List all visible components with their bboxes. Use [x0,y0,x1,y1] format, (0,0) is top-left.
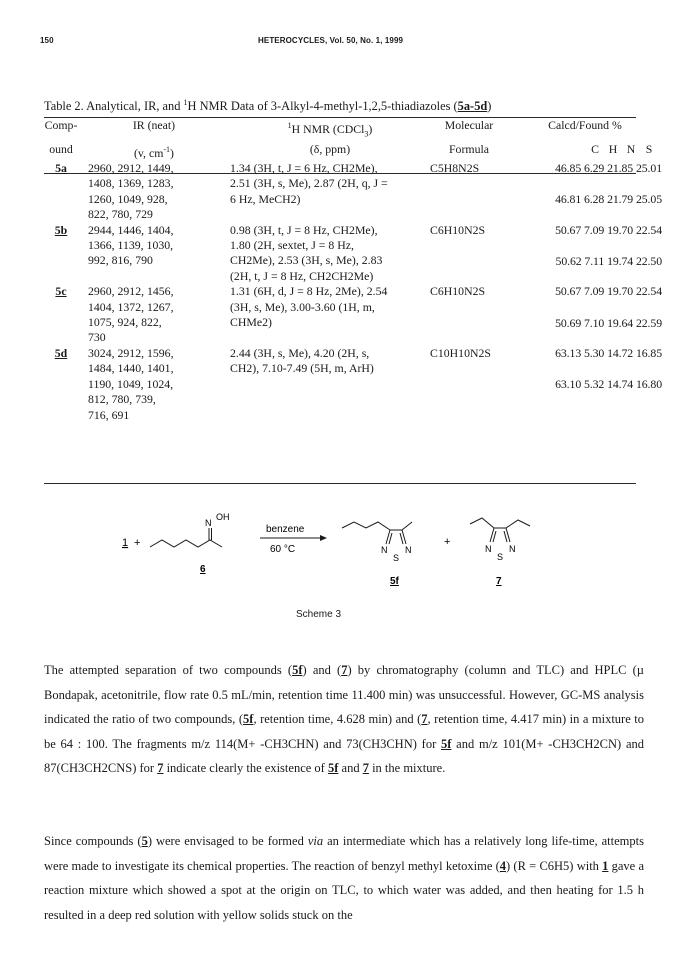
ring-sulfur: S [497,552,504,562]
ir-data: 2960, 2912, 1449, 1408, 1369, 1283, 1260, 1049, 928, 822, 780, 729 [88,161,174,222]
oxime-structure [150,528,222,547]
thiadiazole-5f-structure [342,522,412,544]
journal-header: HETEROCYCLES, Vol. 50, No. 1, 1999 [258,36,404,45]
ir-data: 2960, 2912, 1456, 1404, 1372, 1267, 1075, 924, 822, 730 [88,284,174,345]
found-values: 50.69 7.10 19.64 22.59 [555,315,662,330]
col-header-calcd-found: Calcd/Found % [548,118,622,132]
molecular-formula: C6H10N2S [430,222,486,237]
col-header-formula-2: Formula [449,141,489,156]
calcd-values: 46.85 6.29 21.85 25.01 [555,161,662,176]
caption-mid: H NMR Data of 3-Alkyl-4-methyl-1,2,5-thiadiazoles ( [187,99,458,114]
calcd-values: 63.13 5.30 14.72 16.85 [555,345,662,360]
ring-nitrogen: N [485,544,492,554]
ring-nitrogen: N [405,545,412,555]
col-header-elements: C H N S [591,141,653,156]
found-values: 46.81 6.28 21.79 25.05 [555,192,662,207]
nmr-data: 0.98 (3H, t, J = 8 Hz, CH2Me), 1.80 (2H, sextet, J = 8 Hz, CH2Me), 2.53 (3H, s, Me), 2.83 (2H, t, J = 8 Hz, CH2CH2Me) [230,222,383,283]
arrowhead-icon [320,535,327,541]
scheme-caption: Scheme 3 [296,609,342,620]
compound-6-label: 6 [200,564,206,575]
col-header-ir-units: (v, $cm^{-1}$) [134,144,174,160]
caption-compound: 5d [474,99,488,114]
paragraph: The attempted separation of two compounds (5f) and (7) by chromatography (column and TLC) and HPLC (µ Bondapak, acetonitrile, flow rate 0.5 mL/min, retention time 11.400 min) was unsuccessful. However, GC-MS analysis indicated the ratio of two compounds, (5f, retention time, 4.628 min) and (7, retention time, 4.417 min) in a mixture to be 64 : 100. The fragments m/z 114(M+ -CH3CHN) and 73(CH3CHN) for 5f and m/z 101(M+ -CH3CH2CN) and 87(CH3CH2CNS) for 7 indicate clearly the existence of 5f and 7 in the mixture. [44,663,644,775]
col-header-nmr-units: (δ, ppm) [309,141,351,156]
compound-id: 5a [55,161,67,176]
caption-prefix: Table 2. Analytical, IR, and [44,99,184,114]
calcd-found [508,223,662,285]
col-header-compound-2: ound [49,141,73,156]
calcd-values: 50.67 7.09 19.70 22.54 [555,222,662,237]
ring-sulfur: S [393,553,400,563]
caption-compound: 5a [457,99,471,114]
compound-5f-label: 5f [390,576,399,587]
compound-id: 5c [55,284,67,299]
nmr-data: 1.31 (6H, d, J = 8 Hz, 2Me), 2.54 (3H, s, Me), 3.00-3.60 (1H, m, CHMe2) [230,284,388,330]
molecular-formula: C10H10N2S [430,345,491,360]
compound-id: 5d [54,345,68,360]
reactant-1-label: 1 [122,537,129,549]
compound-7-label: 7 [496,576,502,587]
thiadiazole-7-structure [470,518,530,542]
plus-sign: + [444,536,451,548]
caption-dash: - [470,99,475,114]
ring-nitrogen: N [381,545,388,555]
calcd-found [508,284,662,346]
oxime-nitrogen: N [205,518,212,528]
table-bottom-rule [44,483,636,484]
table-row [44,161,662,223]
col-header-nmr: $^1$H NMR (CDCl$_3$) [287,121,373,139]
solvent-label: benzene [266,524,305,535]
reaction-scheme [110,508,590,608]
table-row [44,223,662,285]
temperature-label: 60 °C [270,544,296,555]
caption-end: ) [487,99,492,114]
calcd-found [508,346,662,423]
molecular-formula: C5H8N2S [430,161,480,176]
nmr-data: 1.34 (3H, t, J = 6 Hz, CH2Me), 2.51 (3H, s, Me), 2.87 (2H, q, J = 6 Hz, MeCH2) [230,161,388,206]
calcd-found [508,161,662,223]
page-number: 150 [40,36,54,45]
molecular-formula: C6H10N2S [430,284,486,299]
col-header-formula: Molecular [444,118,494,132]
calcd-values: 50.67 7.09 19.70 22.54 [555,284,662,299]
table-caption [44,98,491,114]
plus-sign: + [134,537,141,549]
compound-id: 5b [54,222,68,237]
nmr-data: 2.44 (3H, s, Me), 4.20 (2H, s, CH2), 7.10-7.49 (5H, m, ArH) [230,345,374,376]
found-values: 50.62 7.11 19.74 22.50 [555,254,662,269]
col-header-ir: IR (neat) [132,118,176,132]
col-header-compound: Comp- [44,118,78,132]
oxime-hydroxyl: OH [216,512,230,522]
table-row [44,346,662,423]
found-values: 63.10 5.32 14.74 16.80 [555,377,662,392]
ring-nitrogen: N [509,544,516,554]
ir-data: 3024, 2912, 1596, 1484, 1440, 1401, 1190, 1049, 1024, 812, 780, 739, 716, 691 [88,345,174,422]
table-row [44,284,662,346]
table-body [44,161,662,423]
data-table [44,118,662,423]
paragraph: Since compounds (5) were envisaged to be formed via an intermediate which has a relatively long life-time, attempts were made to investigate its chemical properties. The reaction of benzyl methyl ketoxime (4) (R = C6H5) with 1 gave a reaction mixture which showed a spot at the origin on TLC, to which water was added, and then heating for 1.5 h resulted in a deep red solution with yellow solids stuck on the [44,834,645,922]
caption-sup: 1 [183,98,188,107]
ir-data: 2944, 1446, 1404, 1366, 1139, 1030, 992, 816, 790 [88,222,174,268]
